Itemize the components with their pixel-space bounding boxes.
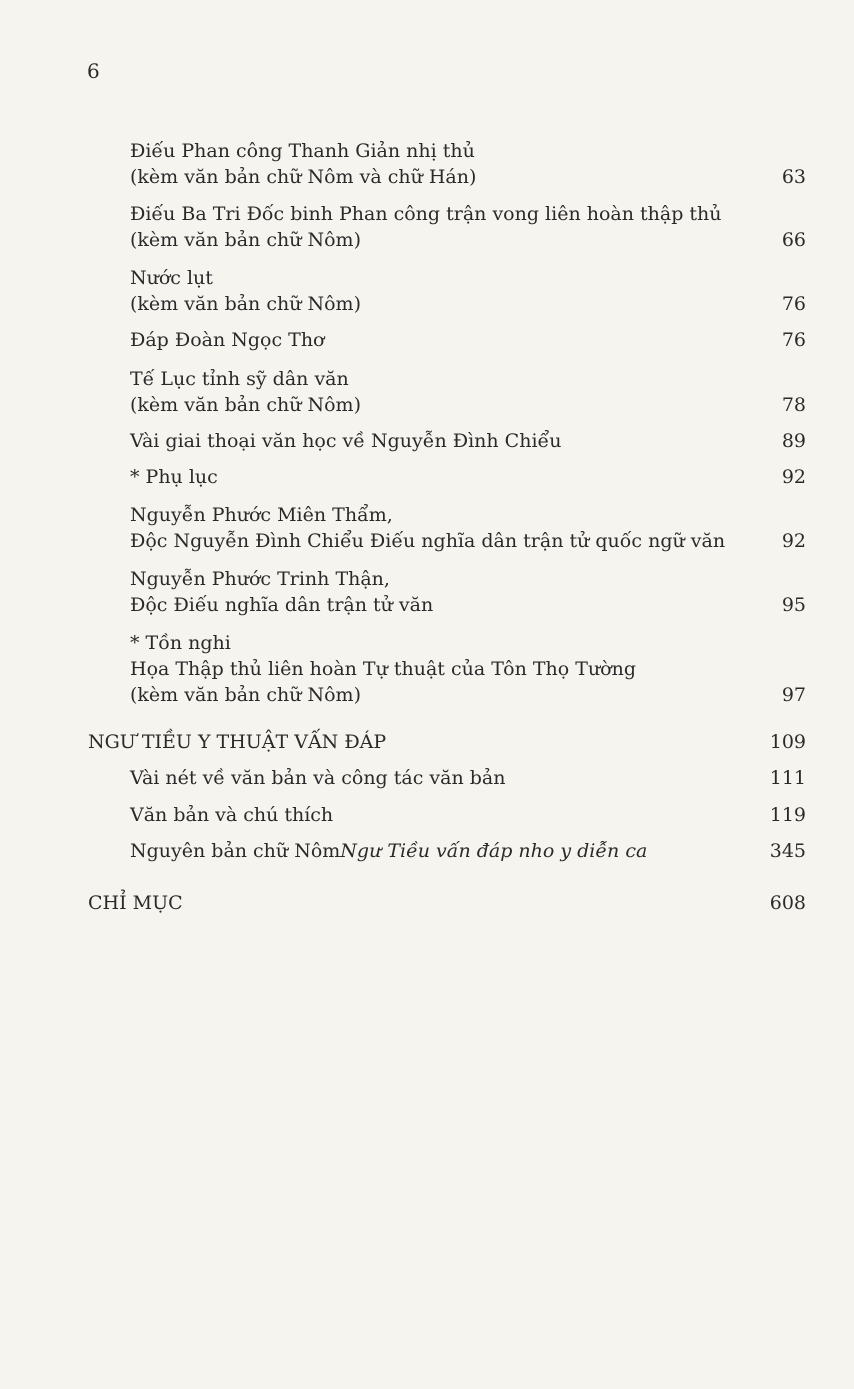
entry-page-number: 95 xyxy=(781,594,806,616)
toc-entry xyxy=(130,630,806,708)
section-title: NGƯ TIỀU Y THUẬT VẤN ĐÁP xyxy=(88,731,387,753)
entry-title-line: * Tồn nghi xyxy=(130,632,231,654)
entry-title-line: Vài giai thoại văn học về Nguyễn Đình Chiểu xyxy=(130,430,562,452)
entry-title-line: Nước lụt xyxy=(130,267,213,289)
entry-page-number: 109 xyxy=(769,731,806,753)
toc-section-heading xyxy=(88,729,806,755)
toc-entry xyxy=(130,802,806,828)
toc-entry xyxy=(130,366,806,418)
entry-title-line: Nguyên bản chữ NômNgư Tiều vấn đáp nho y diễn ca xyxy=(130,840,648,862)
toc-entry xyxy=(130,428,806,454)
toc-entry xyxy=(130,464,806,490)
entry-title-line: Điếu Ba Tri Đốc binh Phan công trận vong liên hoàn thập thủ xyxy=(130,203,722,225)
toc-entry xyxy=(130,566,806,618)
toc-entry xyxy=(130,838,806,864)
entry-page-number: 63 xyxy=(781,166,806,188)
toc-section-heading xyxy=(88,890,806,916)
entry-page-number: 92 xyxy=(781,530,806,552)
entry-title-line: Vài nét về văn bản và công tác văn bản xyxy=(130,767,506,789)
entry-italic-title: Ngư Tiều vấn đáp nho y diễn ca xyxy=(340,840,648,862)
entry-title-line: (kèm văn bản chữ Nôm và chữ Hán) xyxy=(130,166,477,188)
page-number: 6 xyxy=(87,59,100,83)
entry-title-line: * Phụ lục xyxy=(130,466,218,488)
entry-page-number: 76 xyxy=(781,329,806,351)
entry-title-line: Điếu Phan công Thanh Giản nhị thủ xyxy=(130,140,475,162)
toc-entry xyxy=(130,502,806,554)
entry-page-number: 345 xyxy=(769,840,806,862)
toc-entry xyxy=(130,138,806,190)
entry-title-line: (kèm văn bản chữ Nôm) xyxy=(130,394,361,416)
toc-entry xyxy=(130,765,806,791)
entry-page-number: 89 xyxy=(781,430,806,452)
entry-title-line: Đáp Đoàn Ngọc Thơ xyxy=(130,329,325,351)
entry-title-line: Họa Thập thủ liên hoàn Tự thuật của Tôn Thọ Tường xyxy=(130,658,637,680)
entry-title-line: Nguyễn Phước Trinh Thận, xyxy=(130,568,390,590)
entry-title-line: (kèm văn bản chữ Nôm) xyxy=(130,293,361,315)
entry-page-number: 608 xyxy=(769,892,806,914)
section-title: CHỈ MỤC xyxy=(88,892,183,914)
entry-title-line: Tế Lục tỉnh sỹ dân văn xyxy=(130,368,349,390)
entry-page-number: 66 xyxy=(781,229,806,251)
entry-page-number: 97 xyxy=(781,684,806,706)
entry-page-number: 111 xyxy=(769,767,806,789)
entry-page-number: 119 xyxy=(769,804,806,826)
toc-entry xyxy=(130,201,806,253)
entry-title-line: Văn bản và chú thích xyxy=(130,804,334,826)
toc-entry xyxy=(130,265,806,317)
entry-title-line: (kèm văn bản chữ Nôm) xyxy=(130,229,361,251)
toc-entry xyxy=(130,327,806,353)
entry-title-line: Nguyễn Phước Miên Thẩm, xyxy=(130,504,393,526)
entry-title-line: (kèm văn bản chữ Nôm) xyxy=(130,684,361,706)
entry-title-line: Độc Điếu nghĩa dân trận tử văn xyxy=(130,594,434,616)
entry-page-number: 92 xyxy=(781,466,806,488)
entry-title-line: Độc Nguyễn Đình Chiểu Điếu nghĩa dân trận tử quốc ngữ văn xyxy=(130,530,726,552)
entry-page-number: 76 xyxy=(781,293,806,315)
entry-page-number: 78 xyxy=(781,394,806,416)
